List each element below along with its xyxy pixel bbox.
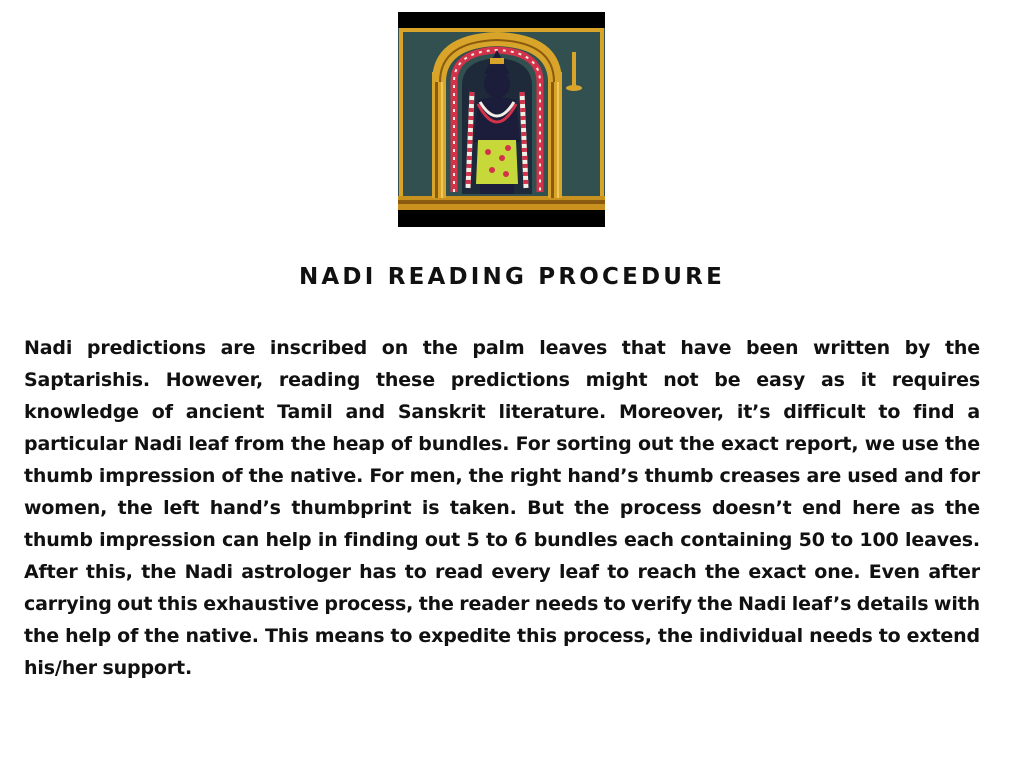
deity-shrine-image: [398, 12, 605, 227]
page-title: NADI READING PROCEDURE: [298, 264, 725, 290]
body-paragraph: Nadi predictions are inscribed on the palm leaves that have been written by the Saptarishis. However, reading these predictions might not be easy as it requires knowledge of ancient Tamil and Sanskrit literature. Moreover, it’s difficult to find a particular Nadi leaf from the heap of bundles. For sorting out the exact report, we use the thumb impression of the native. For men, the right hand’s thumb creases are used and for women, the left hand’s thumbprint is taken. But the process doesn’t end here as the thumb impression can help in finding out 5 to 6 bundles each containing 50 to 100 leaves. After this, the Nadi astrologer has to read every leaf to reach the exact one. Even after carrying out this exhaustive process, the reader needs to verify the Nadi leaf’s details with the help of the native. This means to expedite this process, the individual needs to extend his/her support.: [24, 337, 980, 679]
deity-shrine-icon: [398, 12, 605, 227]
